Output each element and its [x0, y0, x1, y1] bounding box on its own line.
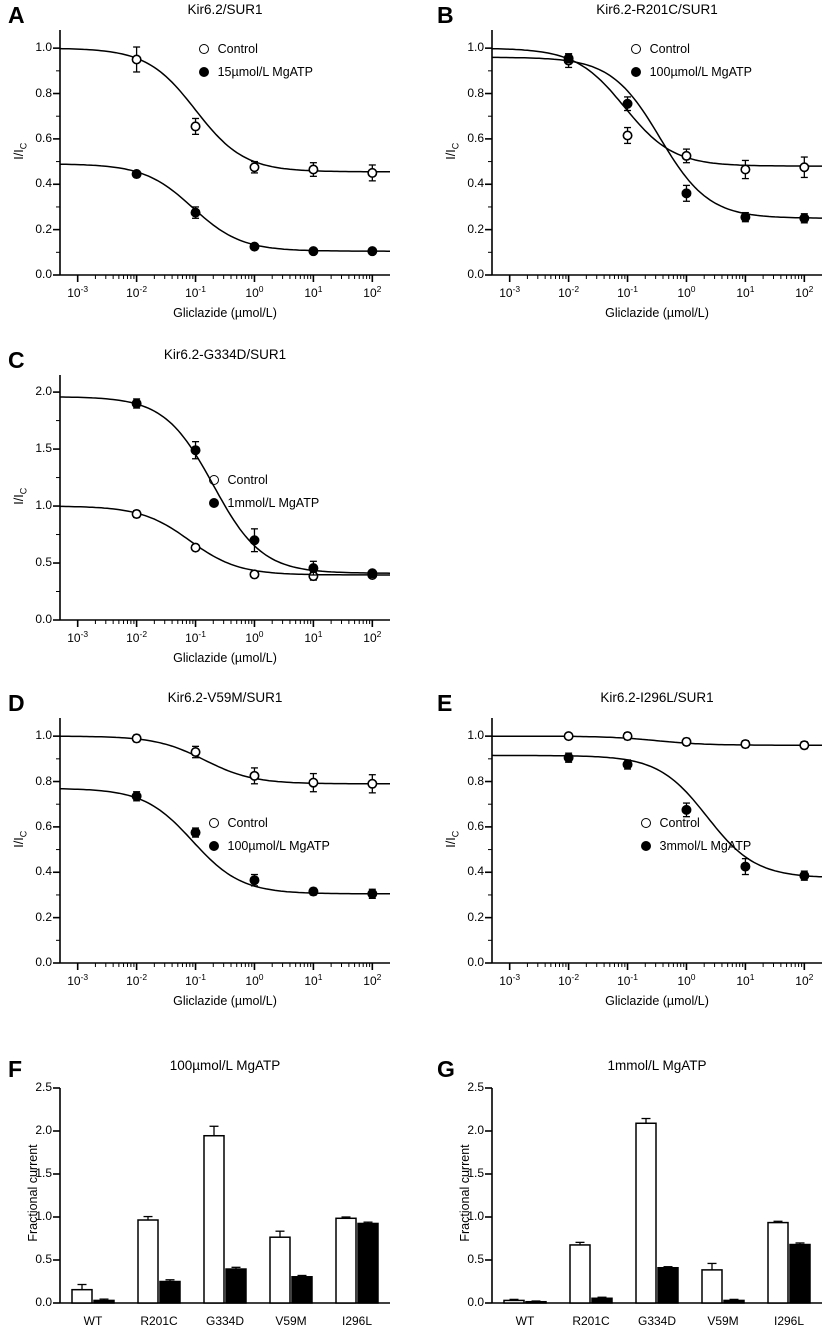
filled-circle-icon [199, 67, 209, 77]
panel-E-xtick-4: $10^1$ [736, 972, 755, 988]
legend-label: 15µmol/L MgATP [217, 65, 314, 80]
panel-G-title: 1mmol/L MgATP [607, 1058, 707, 1073]
panel-E-ylabel: $I/I_C$ [443, 830, 461, 848]
panel-B-ytick-0: 0.0 [467, 267, 484, 281]
filled-circle-icon [641, 841, 651, 851]
panel-F-ylabel: Fractional current [26, 1143, 40, 1242]
legend-label: 100µmol/L MgATP [649, 65, 752, 80]
legend-row [209, 496, 320, 510]
panel-D-ytick-2: 0.4 [35, 864, 52, 879]
panel-G-ytick-1: 0.5 [467, 1252, 484, 1266]
panel-E-xtick-1: $10^{-2}$ [558, 972, 580, 988]
legend-label: 100µmol/L MgATP [227, 839, 330, 853]
legend-row [641, 816, 752, 830]
panel-D-ytick-1: 0.2 [35, 909, 52, 924]
panel-E-xtick-3: $10^0$ [677, 972, 696, 988]
panel-D-xtick-1: $10^{-2}$ [126, 972, 148, 988]
legend-row [641, 839, 752, 853]
panel-A-xtick-0: $10^{-3}$ [67, 284, 89, 300]
panel-G-ylabel: Fractional current [458, 1143, 472, 1242]
legend-label: 3mmol/L MgATP [659, 839, 752, 853]
panel-A-legend [199, 42, 313, 88]
panel-B-xtick-3: $10^0$ [677, 284, 696, 300]
panel-A-xtick-5: $10^2$ [363, 284, 382, 300]
panel-D-title: Kir6.2-V59M/SUR1 [167, 690, 283, 705]
panel-C-xtick-1: $10^{-2}$ [126, 629, 148, 645]
panel-C-ytick-2: 1.0 [35, 498, 52, 513]
panel-E-ytick-4: 0.8 [467, 773, 484, 788]
panel-C-legend [209, 473, 320, 519]
panel-E-ytick-1: 0.2 [467, 909, 484, 924]
panel-A-xtick-1: $10^{-2}$ [126, 284, 148, 300]
panel-F-ytick-4: 2.0 [35, 1123, 52, 1137]
panel-D-letter: D [8, 690, 25, 716]
panel-C-xtick-3: $10^0$ [245, 629, 264, 645]
open-circle-icon [641, 818, 651, 828]
panel-C-ytick-4: 2.0 [35, 384, 52, 399]
panel-D-legend [209, 816, 330, 862]
panel-E-title: Kir6.2-I296L/SUR1 [600, 690, 714, 705]
panel-A-xlabel: Gliclazide (µmol/L) [173, 306, 277, 320]
panel-F-title: 100µmol/L MgATP [169, 1058, 281, 1073]
legend-row [199, 65, 313, 79]
panel-F-xtick-2: G334D [205, 1314, 245, 1328]
panel-D-xtick-0: $10^{-3}$ [67, 972, 89, 988]
panel-B-ytick-5: 1.0 [467, 40, 484, 55]
panel-C-xtick-4: $10^1$ [304, 629, 323, 645]
panel-A-title: Kir6.2/SUR1 [187, 2, 263, 17]
filled-circle-icon [209, 841, 219, 851]
panel-G-ytick-3: 1.5 [467, 1166, 484, 1180]
panel-B-ylabel: $I/I_C$ [443, 142, 461, 160]
panel-D-ylabel: $I/I_C$ [11, 830, 29, 848]
panel-G-xtick-1: R201C [572, 1314, 610, 1328]
panel-C-ytick-0: 0.0 [35, 612, 52, 626]
panel-A-ytick-2: 0.4 [35, 176, 52, 191]
panel-C-ytick-1: 0.5 [35, 555, 52, 570]
panel-G-letter: G [437, 1056, 455, 1082]
panel-E-ytick-5: 1.0 [467, 728, 484, 743]
panel-C-xtick-5: $10^2$ [363, 629, 382, 645]
panel-E-xtick-2: $10^{-1}$ [617, 972, 638, 988]
panel-E-ytick-2: 0.4 [467, 864, 484, 879]
panel-G-xtick-0: WT [515, 1314, 535, 1328]
panel-E-legend [641, 816, 752, 862]
panel-C-ylabel: $I/I_C$ [11, 487, 29, 505]
panel-A-xtick-3: $10^0$ [245, 284, 264, 300]
panel-E-xtick-0: $10^{-3}$ [499, 972, 521, 988]
panel-G-ytick-4: 2.0 [467, 1123, 484, 1137]
panel-F-ytick-5: 2.5 [35, 1080, 52, 1094]
panel-F-xtick-0: WT [83, 1314, 103, 1328]
panel-B-ytick-1: 0.2 [467, 221, 484, 236]
open-circle-icon [631, 44, 641, 54]
panel-B-xlabel: Gliclazide (µmol/L) [605, 306, 709, 320]
legend-row [209, 816, 330, 830]
panel-F-ytick-2: 1.0 [35, 1209, 52, 1223]
panel-E-letter: E [437, 690, 453, 716]
panel-C-ytick-3: 1.5 [35, 441, 52, 456]
panel-A-xtick-4: $10^1$ [304, 284, 323, 300]
panel-E-xlabel: Gliclazide (µmol/L) [605, 994, 709, 1008]
open-circle-icon [209, 475, 219, 485]
legend-label: Control [649, 42, 690, 57]
panel-F-letter: F [8, 1056, 23, 1082]
panel-C-xlabel: Gliclazide (µmol/L) [173, 651, 277, 665]
filled-circle-icon [209, 498, 219, 508]
panel-B-xtick-2: $10^{-1}$ [617, 284, 638, 300]
panel-C-title: Kir6.2-G334D/SUR1 [163, 347, 287, 362]
legend-label: Control [227, 473, 268, 487]
legend-label: Control [227, 816, 268, 830]
panel-B-ytick-3: 0.6 [467, 130, 484, 145]
open-circle-icon [199, 44, 209, 54]
panel-D-xlabel: Gliclazide (µmol/L) [173, 994, 277, 1008]
panel-G-ytick-0: 0.0 [467, 1295, 484, 1309]
legend-row [631, 65, 752, 79]
legend-row [209, 473, 320, 487]
panel-E-xtick-5: $10^2$ [795, 972, 814, 988]
panel-G-xtick-3: V59M [707, 1314, 739, 1328]
panel-C-xtick-0: $10^{-3}$ [67, 629, 89, 645]
panel-A-ytick-3: 0.6 [35, 130, 52, 145]
panel-G-xtick-2: G334D [637, 1314, 677, 1328]
panel-F-ytick-0: 0.0 [35, 1295, 52, 1309]
panel-A-letter: A [8, 2, 25, 28]
panel-B-ytick-2: 0.4 [467, 176, 484, 191]
panel-C-xtick-2: $10^{-1}$ [185, 629, 206, 645]
panel-B-legend [631, 42, 752, 88]
panel-F-ytick-1: 0.5 [35, 1252, 52, 1266]
legend-row [199, 42, 313, 56]
panel-E-ytick-0: 0.0 [467, 955, 484, 969]
panel-A-ylabel: $I/I_C$ [11, 142, 29, 160]
panel-B-ytick-4: 0.8 [467, 85, 484, 100]
panel-D-xtick-4: $10^1$ [304, 972, 323, 988]
panel-E-ytick-3: 0.6 [467, 818, 484, 833]
panel-G-ytick-5: 2.5 [467, 1080, 484, 1094]
panel-D-ytick-4: 0.8 [35, 773, 52, 788]
panel-A-ytick-1: 0.2 [35, 221, 52, 236]
panel-F-xtick-1: R201C [140, 1314, 178, 1328]
filled-circle-icon [631, 67, 641, 77]
legend-label: Control [217, 42, 258, 57]
open-circle-icon [209, 818, 219, 828]
panel-B-xtick-1: $10^{-2}$ [558, 284, 580, 300]
panel-D-xtick-3: $10^0$ [245, 972, 264, 988]
panel-A-ytick-0: 0.0 [35, 267, 52, 281]
panel-D-xtick-2: $10^{-1}$ [185, 972, 206, 988]
panel-G-xtick-4: I296L [773, 1314, 805, 1328]
panel-F-ytick-3: 1.5 [35, 1166, 52, 1180]
panel-A-ytick-5: 1.0 [35, 40, 52, 55]
panel-A-ytick-4: 0.8 [35, 85, 52, 100]
panel-D-ytick-3: 0.6 [35, 818, 52, 833]
panel-D-ytick-0: 0.0 [35, 955, 52, 969]
panel-B-title: Kir6.2-R201C/SUR1 [596, 2, 718, 17]
legend-row [631, 42, 752, 56]
panel-D-ytick-5: 1.0 [35, 728, 52, 743]
panel-A-xtick-2: $10^{-1}$ [185, 284, 206, 300]
panel-B-xtick-4: $10^1$ [736, 284, 755, 300]
panel-F-xtick-3: V59M [275, 1314, 307, 1328]
panel-G-ytick-2: 1.0 [467, 1209, 484, 1223]
legend-label: Control [659, 816, 700, 830]
panel-B-xtick-0: $10^{-3}$ [499, 284, 521, 300]
legend-row [209, 839, 330, 853]
panel-B-xtick-5: $10^2$ [795, 284, 814, 300]
panel-F-xtick-4: I296L [341, 1314, 373, 1328]
panel-B-letter: B [437, 2, 454, 28]
panel-C-letter: C [8, 347, 25, 373]
legend-label: 1mmol/L MgATP [227, 496, 320, 510]
panel-D-xtick-5: $10^2$ [363, 972, 382, 988]
